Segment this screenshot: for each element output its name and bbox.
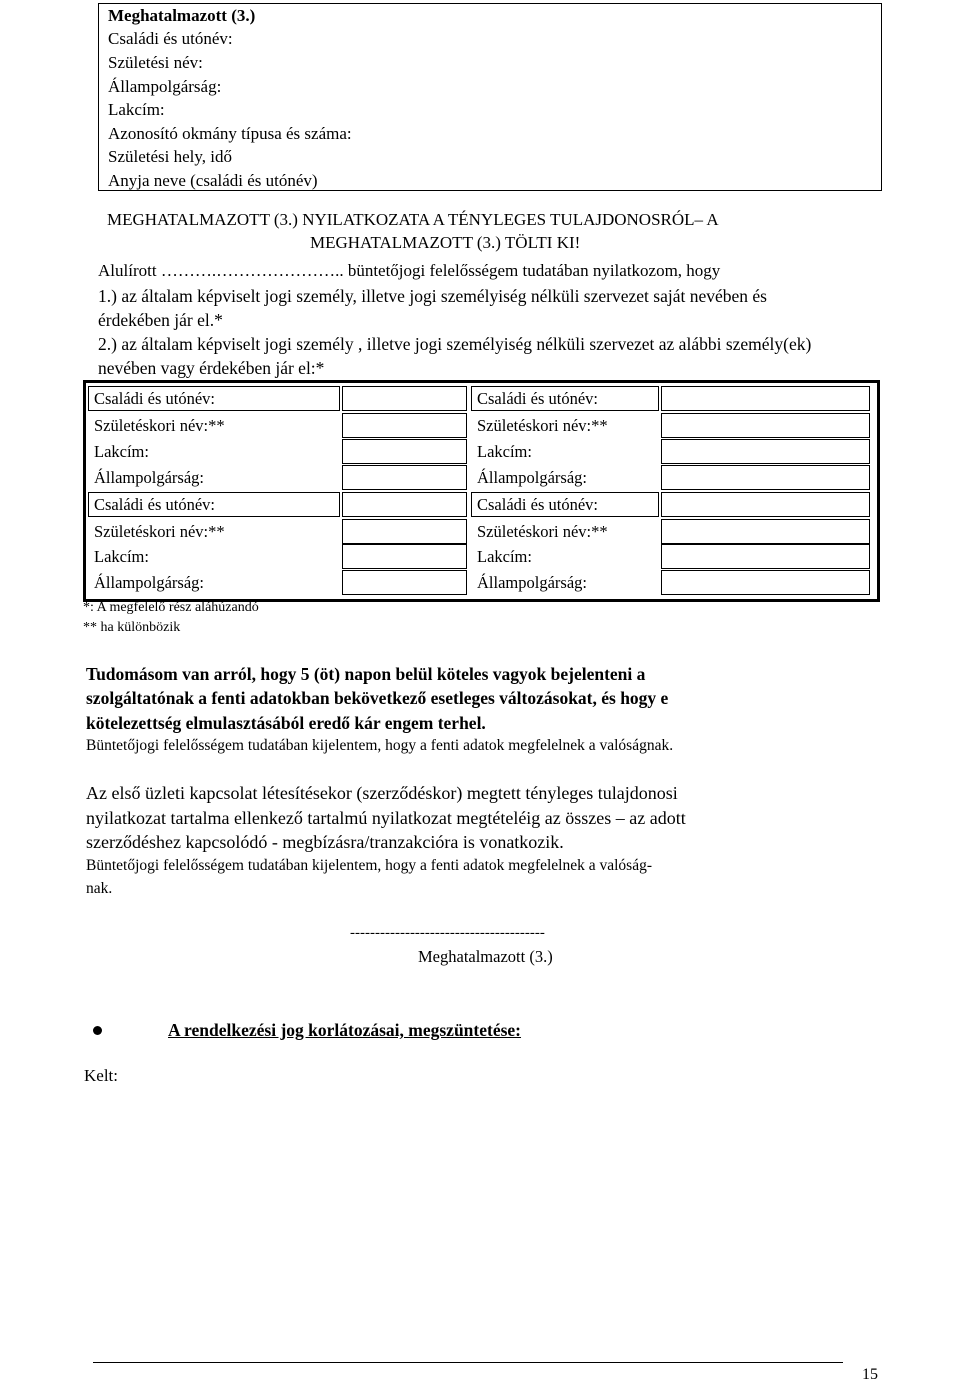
intro-dots: ……….…………………..	[160, 261, 344, 280]
item1-line2: érdekében jár el.*	[98, 310, 223, 330]
signature-line: ---------------------------------------	[350, 925, 545, 941]
first-contact-line1: Az első üzleti kapcsolat létesítésekor (szerződéskor) megtett tényleges tulajdonosi	[86, 783, 678, 803]
field-address: Lakcím:	[108, 100, 165, 119]
item2-line2: nevében vagy érdekében jár el:*	[98, 358, 325, 378]
label-family-name-3: Családi és utónév:	[88, 492, 340, 517]
value-cell	[342, 519, 467, 544]
label-citizenship-1: Állampolgárság:	[94, 468, 204, 487]
declaration-intro	[98, 261, 720, 281]
notice-statement: Büntetőjogi felelősségem tudatában kijelentem, hogy a fenti adatok megfelelnek a valóságnak.	[86, 737, 674, 754]
label-family-name-1: Családi és utónév:	[88, 386, 340, 411]
value-cell	[661, 570, 870, 595]
label-citizenship-3: Állampolgárság:	[94, 573, 204, 592]
intro-suffix: büntetőjogi felelősségem tudatában nyilatkozom, hogy	[343, 261, 721, 280]
label-birth-name-2: Születéskori név:**	[477, 416, 608, 435]
first-contact-statement-line2: nak.	[86, 880, 113, 897]
label-family-name-2: Családi és utónév:	[471, 386, 659, 411]
value-cell	[342, 386, 467, 411]
field-id-document: Azonosító okmány típusa és száma:	[108, 124, 352, 143]
label-address-2: Lakcím:	[477, 442, 532, 461]
value-cell	[342, 413, 467, 438]
label-address-1: Lakcím:	[94, 442, 149, 461]
value-cell	[661, 386, 870, 411]
value-cell	[661, 439, 870, 464]
value-cell	[661, 413, 870, 438]
field-birth-place-date: Születési hely, idő	[108, 147, 233, 166]
beneficial-owner-table	[83, 380, 880, 602]
label-family-name-4: Családi és utónév:	[471, 492, 659, 517]
page-number: 15	[862, 1366, 878, 1383]
item1-line1: 1.) az általam képviselt jogi személy, illetve jogi személyiség nélküli szervezet saját nevében és	[98, 286, 767, 306]
declaration-heading-line2: MEGHATALMAZOTT (3.) TÖLTI KI!	[310, 233, 581, 252]
label-birth-name-3: Születéskori név:**	[94, 522, 225, 541]
first-contact-statement-line1: Büntetőjogi felelősségem tudatában kijelentem, hogy a fenti adatok megfelelnek a valóság-	[86, 857, 652, 874]
notice-line1: Tudomásom van arról, hogy 5 (öt) napon belül köteles vagyok bejelenteni a	[86, 664, 646, 684]
value-cell	[661, 492, 870, 517]
intro-prefix: Alulírott	[98, 261, 161, 280]
field-family-name: Családi és utónév:	[108, 29, 233, 48]
section-heading: A rendelkezési jog korlátozásai, megszüntetése:	[168, 1020, 522, 1040]
value-cell	[661, 465, 870, 490]
label-birth-name-4: Születéskori név:**	[477, 522, 608, 541]
attorney-title: Meghatalmazott (3.)	[108, 6, 256, 25]
item2-line1: 2.) az általam képviselt jogi személy , illetve jogi személyiség nélküli szervezet az alábbi személy(ek)	[98, 334, 812, 354]
declaration-heading-line1: MEGHATALMAZOTT (3.) NYILATKOZATA A TÉNYLEGES TULAJDONOSRÓL– A	[107, 210, 719, 229]
value-cell	[342, 439, 467, 464]
first-contact-line2: nyilatkozat tartalma ellenkező tartalmú nyilatkozat megtételéig az összes – az adott	[86, 808, 686, 828]
field-citizenship: Állampolgárság:	[108, 77, 222, 96]
signature-label: Meghatalmazott (3.)	[418, 947, 553, 966]
label-citizenship-2: Állampolgárság:	[477, 468, 587, 487]
label-citizenship-4: Állampolgárság:	[477, 573, 587, 592]
label-address-4: Lakcím:	[477, 547, 532, 566]
field-mother-name: Anyja neve (családi és utónév)	[108, 171, 318, 190]
bullet-icon	[93, 1026, 102, 1035]
label-address-3: Lakcím:	[94, 547, 149, 566]
footer-rule	[93, 1362, 843, 1363]
attorney-data-box	[98, 3, 882, 191]
footnote-underline: *: A megfelelő rész aláhúzandó	[83, 600, 259, 615]
date-label: Kelt:	[84, 1066, 118, 1085]
footnote-if-different: ** ha különbözik	[83, 620, 181, 635]
value-cell	[342, 492, 467, 517]
value-cell	[661, 519, 870, 544]
value-cell	[342, 465, 467, 490]
value-cell	[342, 570, 467, 595]
label-birth-name-1: Születéskori név:**	[94, 416, 225, 435]
field-birth-name: Születési név:	[108, 53, 203, 72]
value-cell	[342, 544, 467, 569]
notice-line3: kötelezettség elmulasztásából eredő kár engem terhel.	[86, 713, 486, 733]
notice-line2: szolgáltatónak a fenti adatokban bekövetkező esetleges változásokat, és hogy e	[86, 688, 669, 708]
value-cell	[661, 544, 870, 569]
first-contact-line3: szerződéshez kapcsolódó - megbízásra/tranzakcióra is vonatkozik.	[86, 832, 564, 852]
